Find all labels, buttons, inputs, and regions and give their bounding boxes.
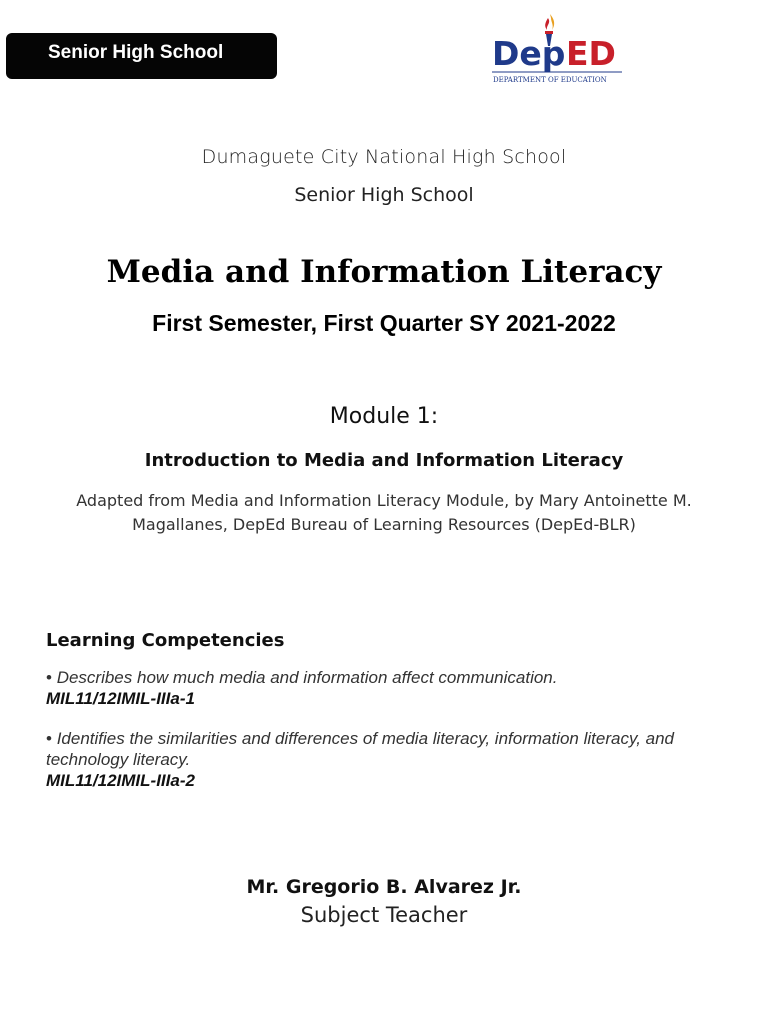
page-title: Media and Information Literacy [106, 254, 662, 290]
teacher-name: Mr. Gregorio B. Alvarez Jr. [246, 876, 522, 898]
competency-text: Describes how much media and information affect communication. [56, 668, 558, 687]
semester-line: First Semester, First Quarter SY 2021-2022 [152, 310, 616, 336]
senior-high-school-badge [6, 33, 277, 79]
logo-subtitle: DEPARTMENT OF EDUCATION [493, 76, 607, 84]
teacher-role: Subject Teacher [300, 903, 468, 927]
competency-text: Identifies the similarities and differences of media literacy, information literacy, and technology literacy. [46, 729, 675, 769]
module-number: Module 1: [329, 404, 439, 429]
competencies-heading: Learning Competencies [46, 630, 285, 651]
division-name: Senior High School [294, 184, 474, 206]
module-name: Introduction to Media and Information Literacy [144, 450, 624, 471]
competency-code: MIL11/12IMIL-IIIa-1 [46, 689, 195, 708]
badge-label: Senior High School [48, 42, 224, 63]
competency-item [46, 728, 686, 791]
competency-item [46, 667, 686, 709]
deped-logo [488, 12, 628, 87]
school-name: Dumaguete City National High School [201, 146, 567, 168]
competency-code: MIL11/12IMIL-IIIa-2 [46, 771, 195, 790]
bullet: • [46, 729, 52, 748]
bullet: • [46, 668, 52, 687]
logo-wordmark-dep: Dep [492, 34, 566, 73]
logo-wordmark-ed: ED [566, 34, 616, 73]
adapted-from: Adapted from Media and Information Literacy Module, by Mary Antoinette M. Magallanes, DepEd Bureau of Learning Resources (DepEd-BLR) [76, 491, 692, 534]
